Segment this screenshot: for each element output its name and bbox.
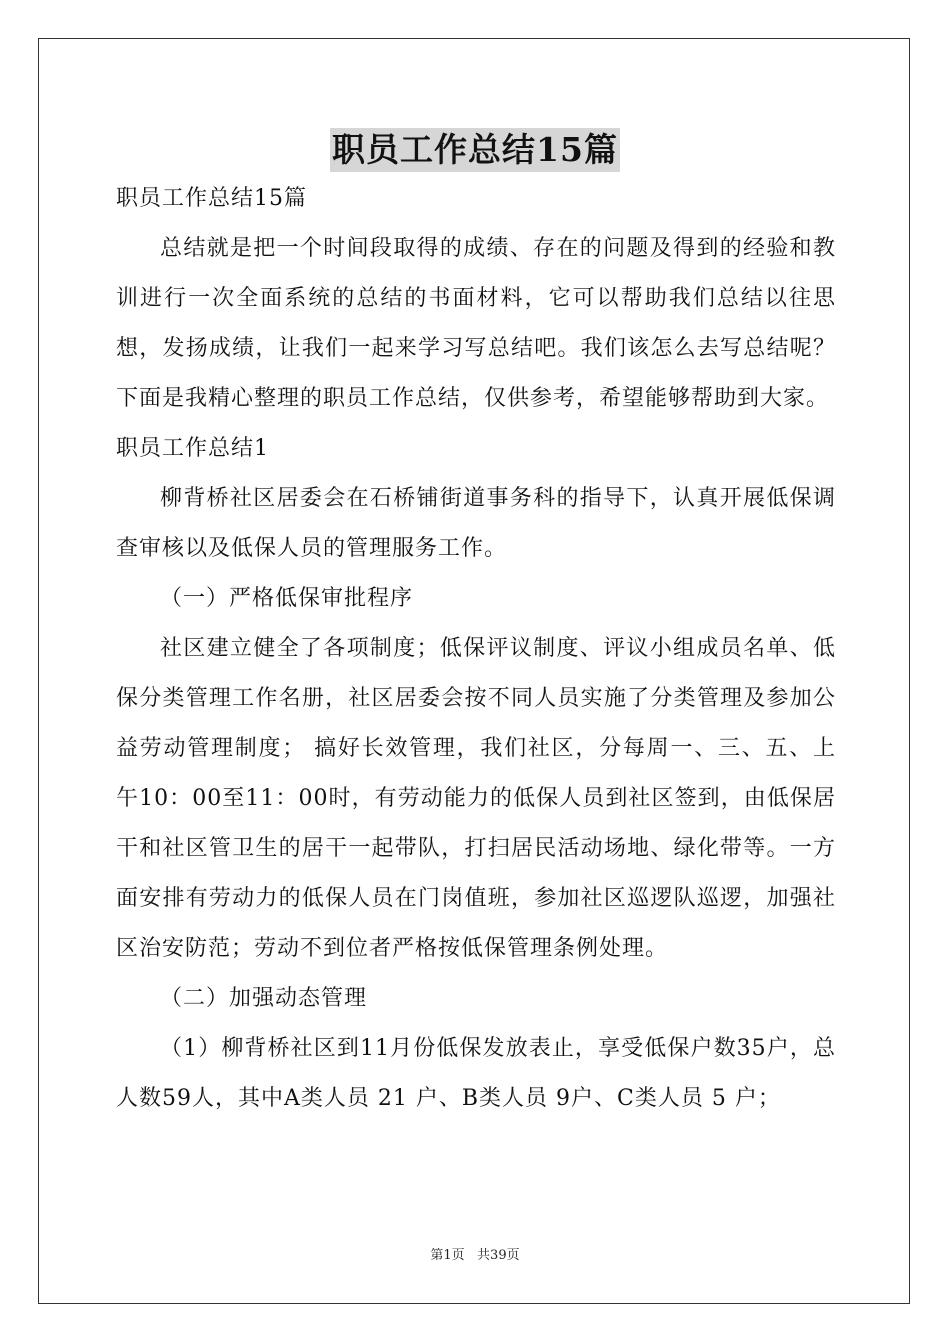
- subsection-heading: （二）加强动态管理: [160, 986, 368, 1011]
- page-footer: 第1页 共39页: [430, 1248, 520, 1263]
- subsection-heading: （一）严格低保审批程序: [160, 586, 414, 611]
- section-heading: 职员工作总结1: [116, 436, 269, 461]
- document-title-text: 职员工作总结15篇: [330, 128, 620, 172]
- intro-paragraph: 总结就是把一个时间段取得的成绩、存在的问题及得到的经验和教训进行一次全面系统的总结的书面材料，它可以帮助我们总结以往思想，发扬成绩，让我们一起来学习写总结吧。我们该怎么去写总结呢？下面是我精心整理的职员工作总结，仅供参考，希望能够帮助到大家。: [116, 236, 836, 411]
- document-title: [0, 128, 950, 172]
- document-body: [116, 174, 836, 1124]
- body-paragraph: （1）柳背桥社区到11月份低保发放表止，享受低保户数35户，总人数59人，其中A类人员 21 户、B类人员 9户、C类人员 5 户；: [116, 1036, 836, 1111]
- body-paragraph: 社区建立健全了各项制度；低保评议制度、评议小组成员名单、低保分类管理工作名册，社区居委会按不同人员实施了分类管理及参加公益劳动管理制度； 搞好长效管理，我们社区，分每周一、三、五、上午10：00至11：00时，有劳动能力的低保人员到社区签到，由低保居干和社区管卫生的居干一起带队，打扫居民活动场地、绿化带等。一方面安排有劳动力的低保人员在门岗值班，参加社区巡逻队巡逻，加强社区治安防范；劳动不到位者严格按低保管理条例处理。: [116, 636, 836, 961]
- body-paragraph: 柳背桥社区居委会在石桥铺街道事务科的指导下，认真开展低保调查审核以及低保人员的管理服务工作。: [116, 486, 836, 561]
- subtitle-paragraph: 职员工作总结15篇: [116, 186, 307, 211]
